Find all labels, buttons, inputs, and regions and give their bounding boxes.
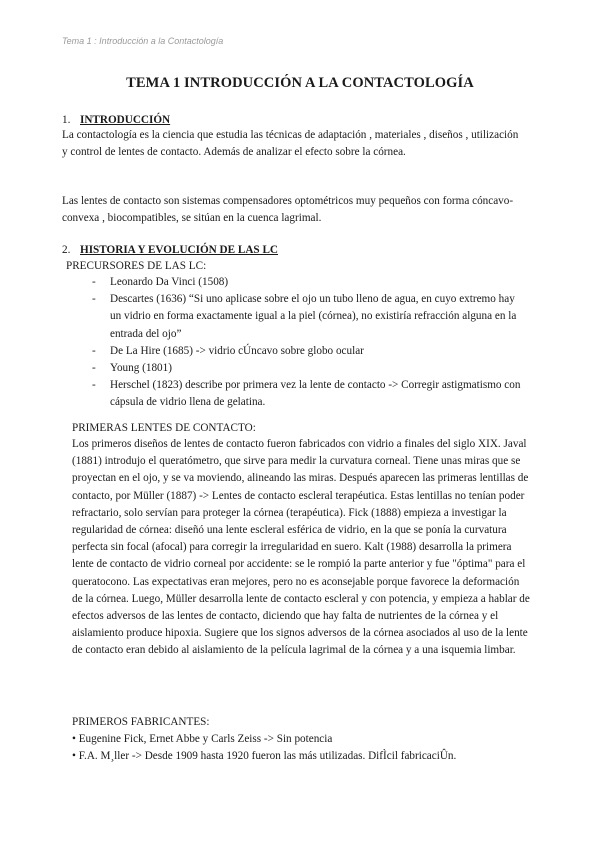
list-item: • F.A. M¸ller -> Desde 1909 hasta 1920 fueron las más utilizadas. DifÌcil fabricaciÛn. xyxy=(72,750,457,763)
list-item: - Young (1801) xyxy=(88,360,528,377)
manufacturers-list xyxy=(72,731,532,765)
precursors-label: PRECURSORES DE LAS LC: xyxy=(66,260,207,272)
section-2-label: HISTORIA Y EVOLUCIÓN DE LAS LC xyxy=(80,244,278,256)
list-item: • Eugenine Fick, Ernet Abbe y Carls Zeiss -> Sin potencia xyxy=(72,733,333,745)
first-lenses-paragraph: Los primeros diseños de lentes de contacto fueron fabricados con vidrio a finales del siglo XIX. Javal (1881) introdujo el queratómetro, que sirve para medir la curvatura corneal. Tiene unas miras que se proyectan en el ojo, y se va moviendo, alineando las miras. Después aparecen las primeras lentillas de contacto, por Müller (1887) -> Lentes de contacto escleral terapéutica. Estas lentillas no tenían poder refractario, solo servían para proteger la córnea (terapéutica). Fick (1888) empieza a investigar la regularidad de córnea: diseñó una lente escleral esférica de vidrio, en la que se ponía la curvatura perfecta sin focal (afocal) para corregir la irregularidad en suero. Kalt (1988) desarrolla la primera lente de contacto de vidrio corneal por accidente: se le rompió la parte anterior y fue "óptima" para el queratocono. Las expectativas eran mejores, pero no es aconsejable porque favorece la deformación de la córnea. Luego, Müller desarrolla lente de contacto escleral y con potencia, y empieza a hablar de efectos adversos de las lentes de contacto, diciendo que hay falta de nutrientes de la córnea y el aislamiento produce hipoxia. Sugiere que los signos adversos de la córnea asociados al uso de la lente de contacto eran debido al aislamiento de la película lagrimal de la córnea y a una isquemia limbar. xyxy=(72,438,530,657)
running-header: Tema 1 : Introducción a la Contactología xyxy=(62,36,224,46)
section-1-paragraph-2: Las lentes de contacto son sistemas compensadores optométricos muy pequeños con forma cóncavo-convexa , biocompatibles, se sitúan en la cuenca lagrimal. xyxy=(62,195,514,225)
list-item: - Leonardo Da Vinci (1508) xyxy=(88,274,528,291)
list-item: - De La Hire (1685) -> vidrio cÚncavo sobre globo ocular xyxy=(88,343,528,360)
first-lenses-label: PRIMERAS LENTES DE CONTACTO: xyxy=(72,422,256,434)
page-title: TEMA 1 INTRODUCCIÓN A LA CONTACTOLOGÍA xyxy=(126,75,474,91)
precursors-list xyxy=(88,274,528,412)
section-1-heading xyxy=(62,114,170,126)
section-1-label: INTRODUCCIÓN xyxy=(80,114,171,126)
list-item: - Herschel (1823) describe por primera vez la lente de contacto -> Corregir astigmatismo con cápsula de vidrio llena de gelatina. xyxy=(88,377,528,411)
section-2-heading xyxy=(62,244,278,256)
list-item: - Descartes (1636) “Si uno aplicase sobre el ojo un tubo lleno de agua, en cuyo extremo hay un vidrio en forma exactamente igual a la piel (córnea), no existiría refracción alguna en la entrada del ojo” xyxy=(88,291,528,343)
section-1-number: 1. xyxy=(62,114,71,126)
section-2-number: 2. xyxy=(62,244,71,256)
manufacturers-label: PRIMEROS FABRICANTES: xyxy=(72,716,210,728)
section-1-paragraph-1: La contactología es la ciencia que estudia las técnicas de adaptación , materiales , diseños , utilización y control de lentes de contacto. Además de analizar el efecto sobre la córnea. xyxy=(62,129,519,159)
